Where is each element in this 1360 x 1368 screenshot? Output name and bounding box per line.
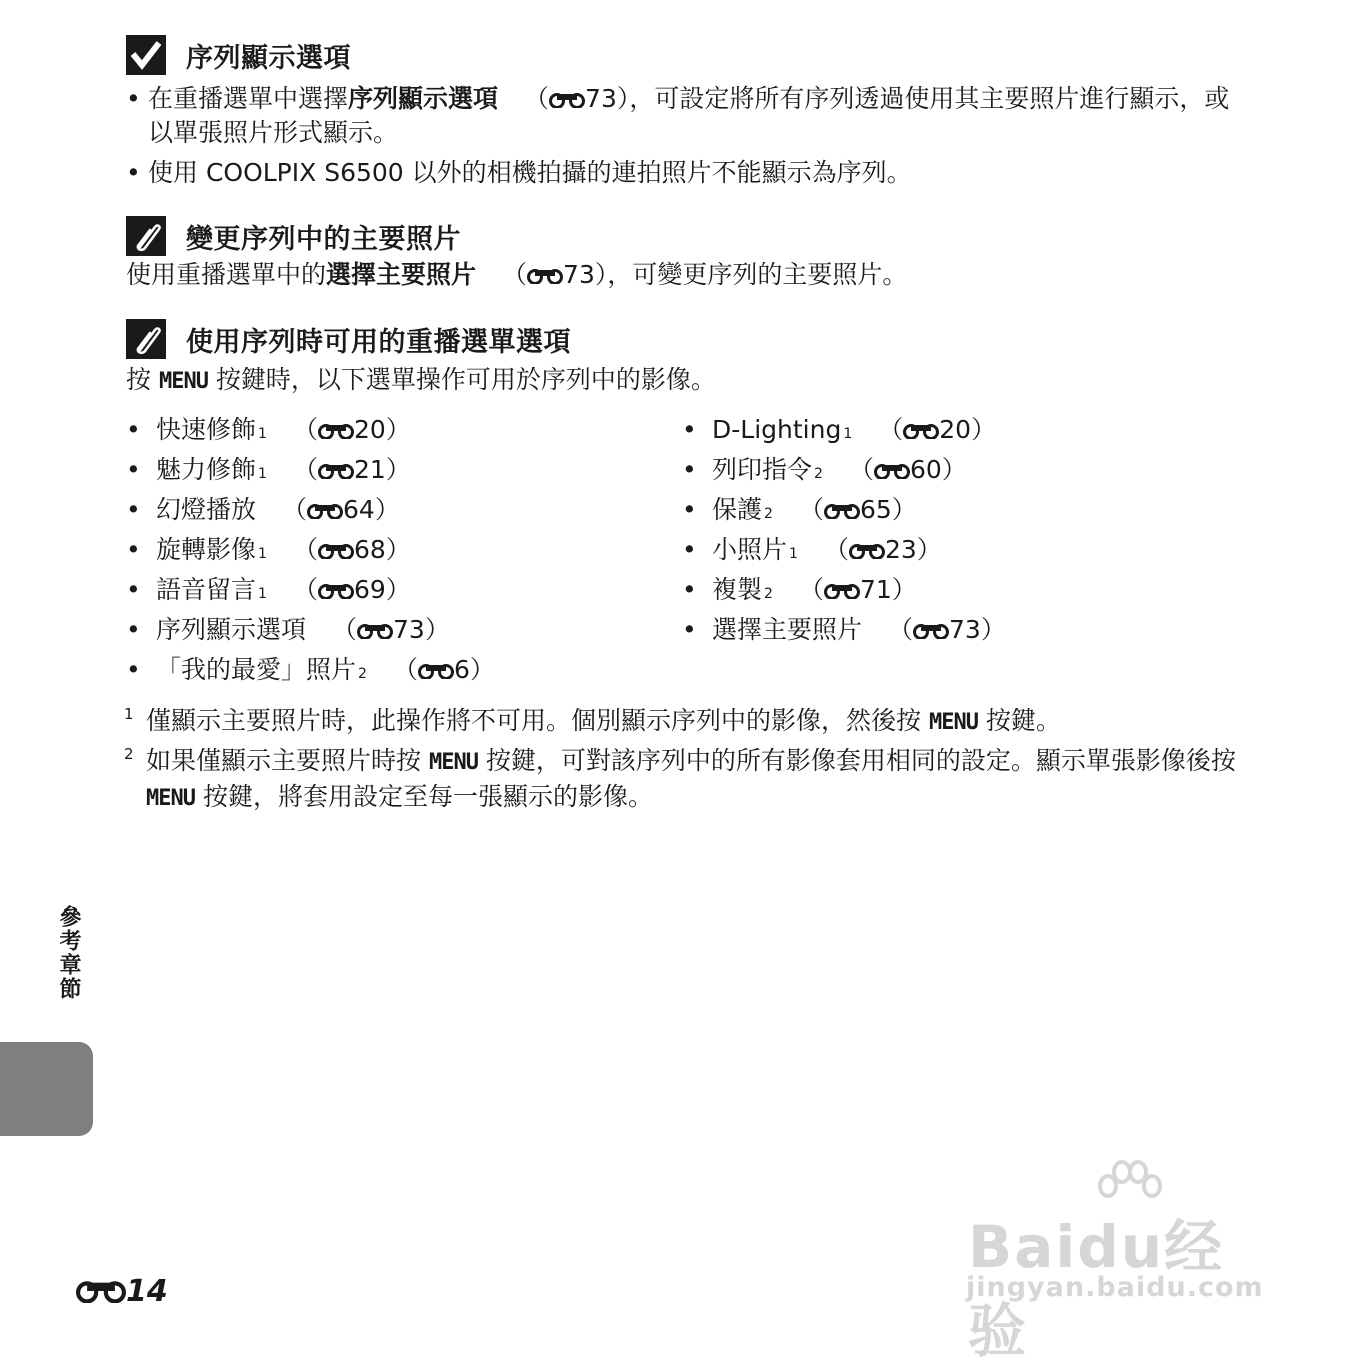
binocular-ref-icon xyxy=(318,423,354,439)
section-body: 使用重播選單中的選擇主要照片 （ 73），可變更序列的主要照片。 xyxy=(126,260,908,289)
list-item: • 魅力修飾 1 （ 21） xyxy=(126,450,666,490)
page-reference: （ 73） xyxy=(888,615,1006,644)
binocular-ref-icon xyxy=(903,423,939,439)
binocular-ref-icon xyxy=(318,543,354,559)
page-reference: （ 68） xyxy=(292,535,411,564)
menu-option-name: 選擇主要照片 xyxy=(326,260,477,289)
option-label: 魅力修飾 xyxy=(156,455,257,484)
section-title: 變更序列中的主要照片 xyxy=(186,223,461,255)
option-label: 小照片 xyxy=(712,535,788,564)
binocular-ref-icon xyxy=(913,623,949,639)
page-reference: （ 73） xyxy=(332,615,450,644)
list-item: • 幻燈播放 （ 64） xyxy=(126,490,666,530)
page-reference: （ 64） xyxy=(282,495,400,524)
page-number: 14 xyxy=(76,1274,168,1309)
page-reference: （ 71） xyxy=(798,575,917,604)
option-label: 「我的最愛」照片 xyxy=(156,655,357,684)
list-item: • 語音留言 1 （ 69） xyxy=(126,570,666,610)
section-title: 序列顯示選項 xyxy=(186,42,351,74)
menu-key-label: MENU xyxy=(146,786,195,811)
binocular-ref-icon xyxy=(549,92,585,108)
check-mark-icon xyxy=(126,35,166,75)
binocular-ref-icon xyxy=(357,623,393,639)
menu-key-label: MENU xyxy=(158,369,208,394)
option-label: 保護 xyxy=(712,495,763,524)
page-reference: （ 20） xyxy=(292,415,411,444)
page-reference: （ 73） xyxy=(502,260,608,289)
list-item: • 「我的最愛」照片 2 （ 6） xyxy=(126,650,666,690)
menu-key-label: MENU xyxy=(428,750,478,775)
bullet-item: • 使用 COOLPIX S6500 以外的相機拍攝的連拍照片不能顯示為序列。 xyxy=(126,158,912,187)
list-item: • D-Lighting 1 （ 20） xyxy=(682,410,1242,450)
menu-key-label: MENU xyxy=(928,710,978,735)
page-reference: （ 60） xyxy=(848,455,967,484)
binocular-ref-icon xyxy=(318,463,354,479)
binocular-ref-icon xyxy=(824,583,860,599)
option-label: D-Lighting xyxy=(712,415,842,444)
option-label: 選擇主要照片 xyxy=(712,615,863,644)
side-tab-label: 參考章節 xyxy=(56,905,81,1001)
option-label: 幻燈播放 xyxy=(156,495,257,524)
side-tab-marker xyxy=(0,1042,93,1136)
list-item: • 選擇主要照片 （ 73） xyxy=(682,610,1242,650)
binocular-ref-icon xyxy=(318,583,354,599)
list-item: • 列印指令 2 （ 60） xyxy=(682,450,1242,490)
section-header-sequence-display xyxy=(126,34,351,76)
page-reference: （ 6） xyxy=(392,655,495,684)
list-item: • 保護 2 （ 65） xyxy=(682,490,1242,530)
binocular-ref-icon xyxy=(527,268,563,284)
list-item: • 小照片 1 （ 23） xyxy=(682,530,1242,570)
list-item: • 複製 2 （ 71） xyxy=(682,570,1242,610)
binocular-ref-icon xyxy=(307,503,343,519)
list-item: • 快速修飾 1 （ 20） xyxy=(126,410,666,450)
footnote-1: 1 僅顯示主要照片時，此操作將不可用。個別顯示序列中的影像，然後按 MENU 按鍵。 xyxy=(124,705,1061,735)
list-item: • 旋轉影像 1 （ 68） xyxy=(126,530,666,570)
binocular-ref-icon xyxy=(824,503,860,519)
binocular-ref-icon xyxy=(76,1279,126,1303)
options-list-right xyxy=(682,410,1242,650)
binocular-ref-icon xyxy=(874,463,910,479)
section-intro: 按 MENU 按鍵時，以下選單操作可用於序列中的影像。 xyxy=(126,365,716,394)
option-label: 複製 xyxy=(712,575,763,604)
option-label: 旋轉影像 xyxy=(156,535,257,564)
options-list-left xyxy=(126,410,666,690)
footnote-2: 2 如果僅顯示主要照片時按 MENU 按鍵，可對該序列中的所有影像套用相同的設定。顯示單張影像後按 MENU 按鍵，將套用設定至每一張顯示的影像。 xyxy=(124,745,1236,811)
page-reference: （ 23） xyxy=(823,535,942,564)
page-reference: （ 73） xyxy=(524,84,630,113)
option-label: 列印指令 xyxy=(712,455,813,484)
page-reference: （ 69） xyxy=(292,575,411,604)
baidu-watermark: Baidu经验 jingyan.baidu.com xyxy=(962,1160,1282,1310)
pencil-note-icon xyxy=(126,216,166,256)
page-reference: （ 20） xyxy=(878,415,997,444)
menu-option-name: 序列顯示選項 xyxy=(348,84,499,113)
pencil-note-icon xyxy=(126,319,166,359)
binocular-ref-icon xyxy=(849,543,885,559)
page-reference: （ 65） xyxy=(798,495,917,524)
option-label: 序列顯示選項 xyxy=(156,615,307,644)
binocular-ref-icon xyxy=(418,663,454,679)
section-header-change-key-photo xyxy=(126,215,461,257)
section-title: 使用序列時可用的重播選單選項 xyxy=(186,326,571,358)
page-reference: （ 21） xyxy=(292,455,411,484)
option-label: 語音留言 xyxy=(156,575,257,604)
bullet-item: • 在重播選單中選擇序列顯示選項 （ 73），可設定將所有序列透過使用其主要照片進行顯示，或以單張照片形式顯示。 xyxy=(126,84,1230,147)
section-header-playback-options xyxy=(126,318,571,360)
option-label: 快速修飾 xyxy=(156,415,257,444)
list-item: • 序列顯示選項 （ 73） xyxy=(126,610,666,650)
